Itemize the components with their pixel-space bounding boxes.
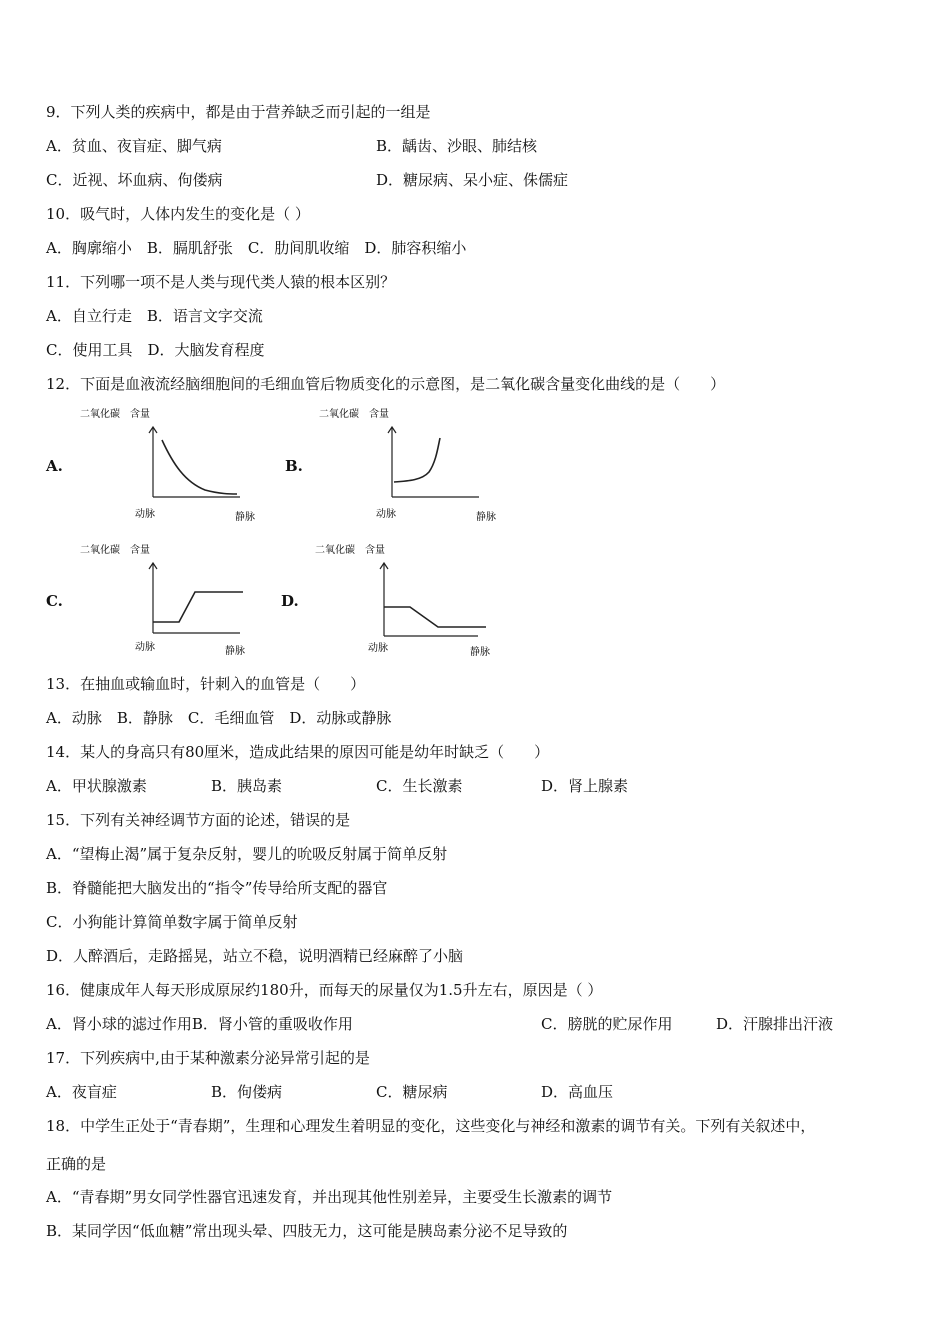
q12-label-b: B. (285, 457, 303, 475)
q15-option-d: D．人醉酒后，走路摇晃，站立不稳，说明酒精已经麻醉了小脑 (46, 947, 464, 965)
q18-option-a: A．“青春期”男女同学性器官迅速发育，并出现其他性别差异，主要受生长激素的调节 (46, 1188, 613, 1206)
graph-d-ylabel-1: 二氧化碳 (315, 545, 355, 556)
q18-stem-line2: 正确的是 (46, 1155, 107, 1173)
q9-stem: 9．下列人类的疾病中，都是由于营养缺乏而引起的一组是 (46, 103, 431, 121)
graph-c-xlabel-end: 静脉 (225, 646, 245, 657)
graph-b-xlabel-start: 动脉 (376, 509, 396, 520)
q13-options: A．动脉 B．静脉 C．毛细血管 D．动脉或静脉 (46, 709, 392, 727)
q9-option-b: B．龋齿、沙眼、肺结核 (376, 137, 538, 155)
q12-graph-c (75, 538, 245, 663)
q15-option-a: A．“望梅止渴”属于复杂反射，婴儿的吮吸反射属于简单反射 (46, 845, 448, 863)
q12-graph-b (314, 402, 496, 527)
q15-option-b: B．脊髓能把大脑发出的“指令”传导给所支配的器官 (46, 879, 388, 897)
graph-d-xlabel-start: 动脉 (368, 643, 388, 654)
q17-stem: 17．下列疾病中,由于某种激素分泌异常引起的是 (46, 1049, 370, 1067)
graph-b-ylabel-2: 含量 (369, 409, 389, 420)
q12-label-a: A. (46, 457, 63, 475)
q15-stem: 15．下列有关神经调节方面的论述，错误的是 (46, 811, 351, 829)
graph-b-ylabel-1: 二氧化碳 (319, 409, 359, 420)
q17-option-c: C．糖尿病 (376, 1083, 448, 1101)
q16-option-d: D．汗腺排出汗液 (716, 1015, 834, 1033)
q14-option-d: D．肾上腺素 (541, 777, 629, 795)
q11-stem: 11．下列哪一项不是人类与现代类人猿的根本区别？ (46, 273, 396, 291)
q14-option-a: A．甲状腺激素 (46, 777, 147, 795)
q9-option-a: A．贫血、夜盲症、脚气病 (46, 137, 222, 155)
graph-a-xlabel-end: 静脉 (235, 512, 255, 523)
q12-graph-d (310, 538, 490, 663)
q17-option-a: A．夜盲症 (46, 1083, 117, 1101)
graph-b-xlabel-end: 静脉 (476, 512, 496, 523)
q16-options-ab: A．肾小球的滤过作用B．肾小管的重吸收作用 (46, 1015, 353, 1033)
q17-option-b: B．佝偻病 (211, 1083, 283, 1101)
q12-label-d: D. (281, 592, 299, 610)
q18-option-b: B．某同学因“低血糖”常出现头晕、四肢无力，这可能是胰岛素分泌不足导致的 (46, 1222, 568, 1240)
graph-c-xlabel-start: 动脉 (135, 642, 155, 653)
q15-option-c: C．小狗能计算简单数字属于简单反射 (46, 913, 298, 931)
graph-c-ylabel-1: 二氧化碳 (80, 545, 120, 556)
q12-label-c: C. (46, 592, 63, 610)
q13-stem: 13．在抽血或输血时，针刺入的血管是（ ） (46, 675, 366, 693)
graph-d-xlabel-end: 静脉 (470, 647, 490, 658)
q10-options: A．胸廓缩小 B．膈肌舒张 C．肋间肌收缩 D．肺容积缩小 (46, 239, 467, 257)
q18-stem-line1: 18．中学生正处于“青春期”，生理和心理发生着明显的变化，这些变化与神经和激素的调节有关。下列有关叙述中， (46, 1117, 816, 1135)
q14-stem: 14．某人的身高只有80厘米，造成此结果的原因可能是幼年时缺乏（ ） (46, 743, 550, 761)
graph-d-ylabel-2: 含量 (365, 545, 385, 556)
q14-option-c: C．生长激素 (376, 777, 463, 795)
q9-option-c: C．近视、坏血病、佝偻病 (46, 171, 223, 189)
q16-stem: 16．健康成年人每天形成原尿约180升，而每天的尿量仅为1.5升左右，原因是（ ） (46, 981, 603, 999)
q10-stem: 10．吸气时，人体内发生的变化是（ ） (46, 205, 310, 223)
graph-a-ylabel-1: 二氧化碳 (80, 409, 120, 420)
q17-option-d: D．高血压 (541, 1083, 614, 1101)
graph-a-xlabel-start: 动脉 (135, 509, 155, 520)
q11-options-cd: C．使用工具 D．大脑发育程度 (46, 341, 265, 359)
graph-c-ylabel-2: 含量 (130, 545, 150, 556)
q9-option-d: D．糖尿病、呆小症、侏儒症 (376, 171, 569, 189)
graph-a-ylabel-2: 含量 (130, 409, 150, 420)
q14-option-b: B．胰岛素 (211, 777, 283, 795)
q12-stem: 12．下面是血液流经脑细胞间的毛细血管后物质变化的示意图，是二氧化碳含量变化曲线的是（ ） (46, 375, 726, 393)
q11-options-ab: A．自立行走 B．语言文字交流 (46, 307, 263, 325)
q12-graph-a (75, 402, 255, 527)
q16-option-c: C．膀胱的贮尿作用 (541, 1015, 673, 1033)
